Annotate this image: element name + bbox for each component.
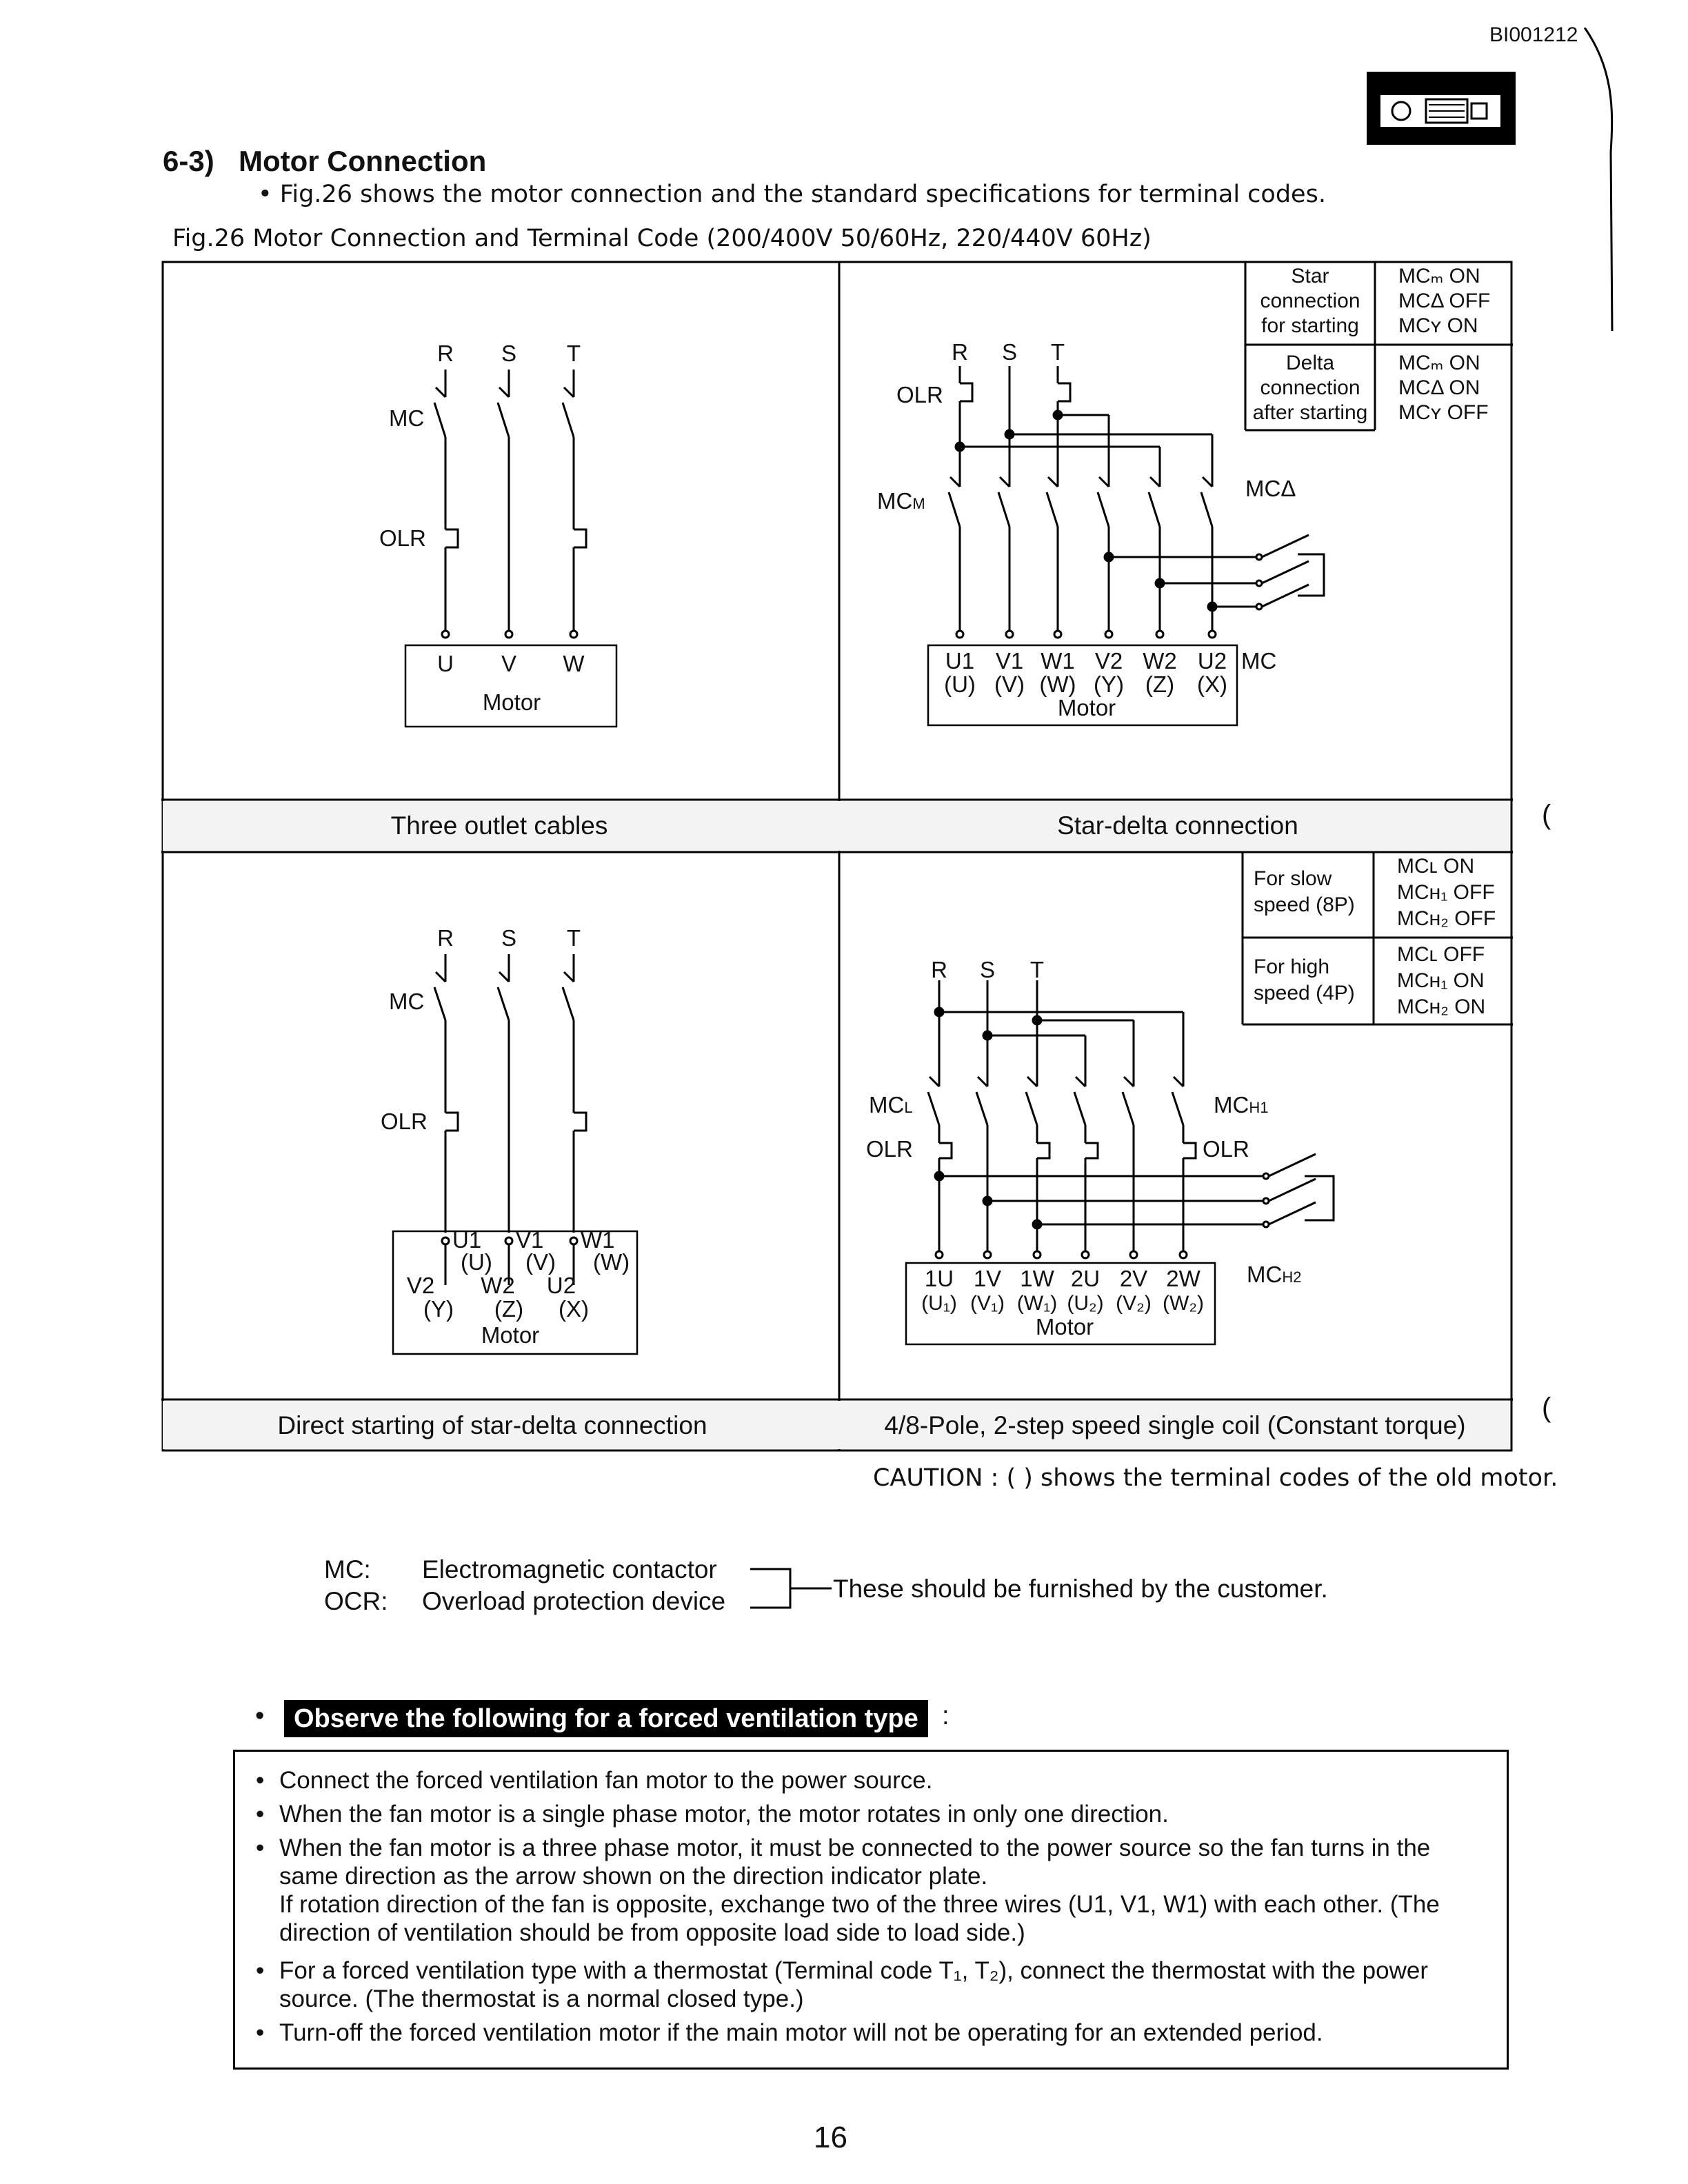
- mch2-label: MCH2: [1247, 1262, 1302, 1287]
- phase-s-label: S: [501, 925, 517, 951]
- old-terminal: (Y): [1094, 671, 1124, 697]
- terminal-v2: V2: [406, 1273, 435, 1298]
- terminal-u1: U1: [945, 648, 975, 674]
- phase-r-label: R: [952, 339, 968, 365]
- mcl-label: MCL: [869, 1092, 913, 1118]
- note-item: • When the fan motor is a single phase motor, the motor rotates in only one direction.: [256, 1801, 1493, 1829]
- phase-r-label: R: [437, 925, 454, 951]
- old-terminal: (X): [559, 1296, 589, 1322]
- table-condition: For slow: [1254, 867, 1332, 890]
- table-state: MCΔ OFF: [1398, 290, 1491, 312]
- mc-label: MC: [389, 405, 425, 431]
- terminal-1u: 1U: [924, 1266, 954, 1291]
- motor-label: Motor: [481, 1322, 540, 1348]
- terminal-w2: W2: [481, 1273, 515, 1298]
- phase-r-label: R: [437, 341, 454, 366]
- mch1-label: MCH1: [1214, 1092, 1269, 1118]
- panel-caption-three-outlet: Three outlet cables: [390, 811, 608, 840]
- wiring-diagram-figure: [160, 259, 1514, 1453]
- terminal-u: U: [437, 651, 454, 676]
- furnish-note: These should be furnished by the customer.: [833, 1575, 1328, 1603]
- note-item: • For a forced ventilation type with a thermostat (Terminal code T₁, T₂), connect the thermostat with the power source. (The thermostat is a normal closed type.): [256, 1957, 1493, 2014]
- terminal-1w: 1W: [1020, 1266, 1054, 1291]
- terminal-v2: V2: [1094, 648, 1123, 674]
- legend-desc: Overload protection device: [422, 1587, 726, 1615]
- old-terminal: (U₂): [1067, 1292, 1104, 1315]
- mc-delta-label: MCΔ: [1245, 476, 1296, 501]
- mcm-label: MCM: [877, 488, 925, 514]
- olr-label: OLR: [1203, 1136, 1249, 1162]
- terminal-w1: W1: [581, 1227, 615, 1253]
- note-item: If rotation direction of the fan is opposite, exchange two of the three wires (U1, V1, W1) with each other. (The direction of ventilation should be from opposite load side to load side.): [279, 1890, 1440, 1946]
- terminal-2v: 2V: [1119, 1266, 1148, 1291]
- old-terminal: (Z): [1145, 671, 1175, 697]
- panel-caption-star-delta: Star-delta connection: [1057, 811, 1298, 840]
- old-terminal: (U₁): [921, 1292, 957, 1315]
- phase-t-label: T: [1050, 339, 1065, 365]
- terminal-w2: W2: [1143, 648, 1177, 674]
- table-state: MCʜ₂ OFF: [1397, 907, 1496, 930]
- old-terminal: (U): [944, 671, 976, 697]
- phase-s-label: S: [979, 957, 996, 982]
- terminal-u2: U2: [1197, 648, 1227, 674]
- table-condition: For high: [1254, 956, 1330, 978]
- terminal-u2: U2: [546, 1273, 576, 1298]
- table-condition: after starting: [1252, 401, 1368, 424]
- terminal-u1: U1: [452, 1227, 482, 1253]
- table-state: MCʟ OFF: [1397, 943, 1485, 966]
- old-terminal: (W₂): [1163, 1292, 1204, 1315]
- table-condition: speed (8P): [1254, 893, 1355, 916]
- section-title: Motor Connection: [239, 145, 487, 177]
- old-terminal: (Z): [494, 1296, 524, 1322]
- olr-label: OLR: [379, 525, 426, 551]
- forced-ventilation-notes: [233, 1750, 1509, 2070]
- table-condition: Star: [1291, 265, 1329, 287]
- terminal-v: V: [501, 651, 517, 676]
- old-terminal: (V₁): [969, 1292, 1005, 1315]
- motor-label: Motor: [1057, 695, 1116, 720]
- document-id: BI001212: [1489, 23, 1578, 46]
- old-terminal: (X): [1197, 671, 1227, 697]
- table-condition: for starting: [1261, 314, 1359, 337]
- phase-t-label: T: [566, 925, 581, 951]
- old-terminal: (Y): [423, 1296, 454, 1322]
- motor-label: Motor: [482, 689, 541, 715]
- table-state: MCʏ ON: [1398, 314, 1478, 337]
- margin-paren: (: [1542, 1393, 1551, 1423]
- panel-caption-direct-star-delta: Direct starting of star-delta connection: [277, 1411, 707, 1439]
- terminal-v1: V1: [995, 648, 1024, 674]
- note-item: • Connect the forced ventilation fan motor to the power source.: [256, 1767, 1493, 1795]
- terminal-1v: 1V: [973, 1266, 1002, 1291]
- old-terminal: (W): [593, 1249, 630, 1275]
- table-condition: Delta: [1285, 352, 1335, 374]
- legend-abbr: OCR:: [324, 1587, 388, 1615]
- terminal-2u: 2U: [1070, 1266, 1101, 1291]
- terminal-w: W: [563, 651, 585, 676]
- olr-label: OLR: [866, 1136, 913, 1162]
- old-terminal: (U): [461, 1249, 492, 1275]
- table-state: MCₘ ON: [1398, 265, 1480, 287]
- old-terminal: (V): [994, 671, 1025, 697]
- mc-star-label: MC: [1241, 648, 1277, 674]
- old-terminal: (W₁): [1016, 1292, 1058, 1315]
- table-state: MCʜ₁ ON: [1397, 969, 1485, 992]
- motor-label: Motor: [1035, 1314, 1094, 1339]
- terminal-w1: W1: [1041, 648, 1075, 674]
- forced-ventilation-heading: Observe the following for a forced ventilation type: [284, 1700, 928, 1737]
- phase-t-label: T: [1029, 957, 1045, 982]
- legend-bracket: [749, 1565, 836, 1613]
- phase-r-label: R: [931, 957, 947, 982]
- heading-colon: :: [942, 1701, 950, 1730]
- table-state: MCₘ ON: [1398, 352, 1480, 374]
- panel-caption-two-speed: 4/8-Pole, 2-step speed single coil (Constant torque): [884, 1411, 1466, 1439]
- table-condition: connection: [1260, 290, 1360, 312]
- note-item: • Turn-off the forced ventilation motor if the main motor will not be operating for an extended period.: [256, 2019, 1493, 2048]
- figure-caption: Fig.26 Motor Connection and Terminal Code (200/400V 50/60Hz, 220/440V 60Hz): [172, 225, 1152, 252]
- table-state: MCʜ₂ ON: [1397, 995, 1486, 1018]
- mc-label: MC: [389, 989, 425, 1014]
- table-state: MCΔ ON: [1398, 376, 1480, 399]
- motor-connection-icon: [1367, 72, 1516, 145]
- legend-abbr: MC:: [324, 1555, 371, 1584]
- note-item: • When the fan motor is a three phase motor, it must be connected to the power source so the fan turns in the same direction as the arrow shown on the direction indicator plate.: [256, 1834, 1493, 1891]
- phase-s-label: S: [501, 341, 517, 366]
- bullet: •: [255, 1701, 265, 1730]
- caution-note: CAUTION : ( ) shows the terminal codes of the old motor.: [873, 1464, 1558, 1492]
- intro-text: • Fig.26 shows the motor connection and the standard specifications for terminal codes.: [258, 181, 1326, 208]
- margin-paren: (: [1542, 800, 1551, 830]
- phase-t-label: T: [566, 341, 581, 366]
- old-terminal: (V₂): [1116, 1292, 1152, 1315]
- table-state: MCʏ OFF: [1398, 401, 1489, 424]
- table-condition: connection: [1260, 376, 1360, 399]
- margin-bracket: [1531, 28, 1627, 345]
- terminal-2w: 2W: [1166, 1266, 1200, 1291]
- table-state: MCʟ ON: [1397, 855, 1475, 878]
- olr-label: OLR: [381, 1109, 428, 1134]
- table-condition: speed (4P): [1254, 982, 1355, 1004]
- old-terminal: (V): [525, 1249, 556, 1275]
- old-terminal: (W): [1039, 671, 1076, 697]
- page-number: 16: [814, 2121, 847, 2154]
- table-state: MCʜ₁ OFF: [1397, 881, 1495, 904]
- phase-s-label: S: [1001, 339, 1018, 365]
- terminal-v1: V1: [516, 1227, 544, 1253]
- olr-label: OLR: [896, 382, 943, 407]
- section-number: 6-3): [163, 145, 214, 177]
- legend-desc: Electromagnetic contactor: [422, 1555, 717, 1584]
